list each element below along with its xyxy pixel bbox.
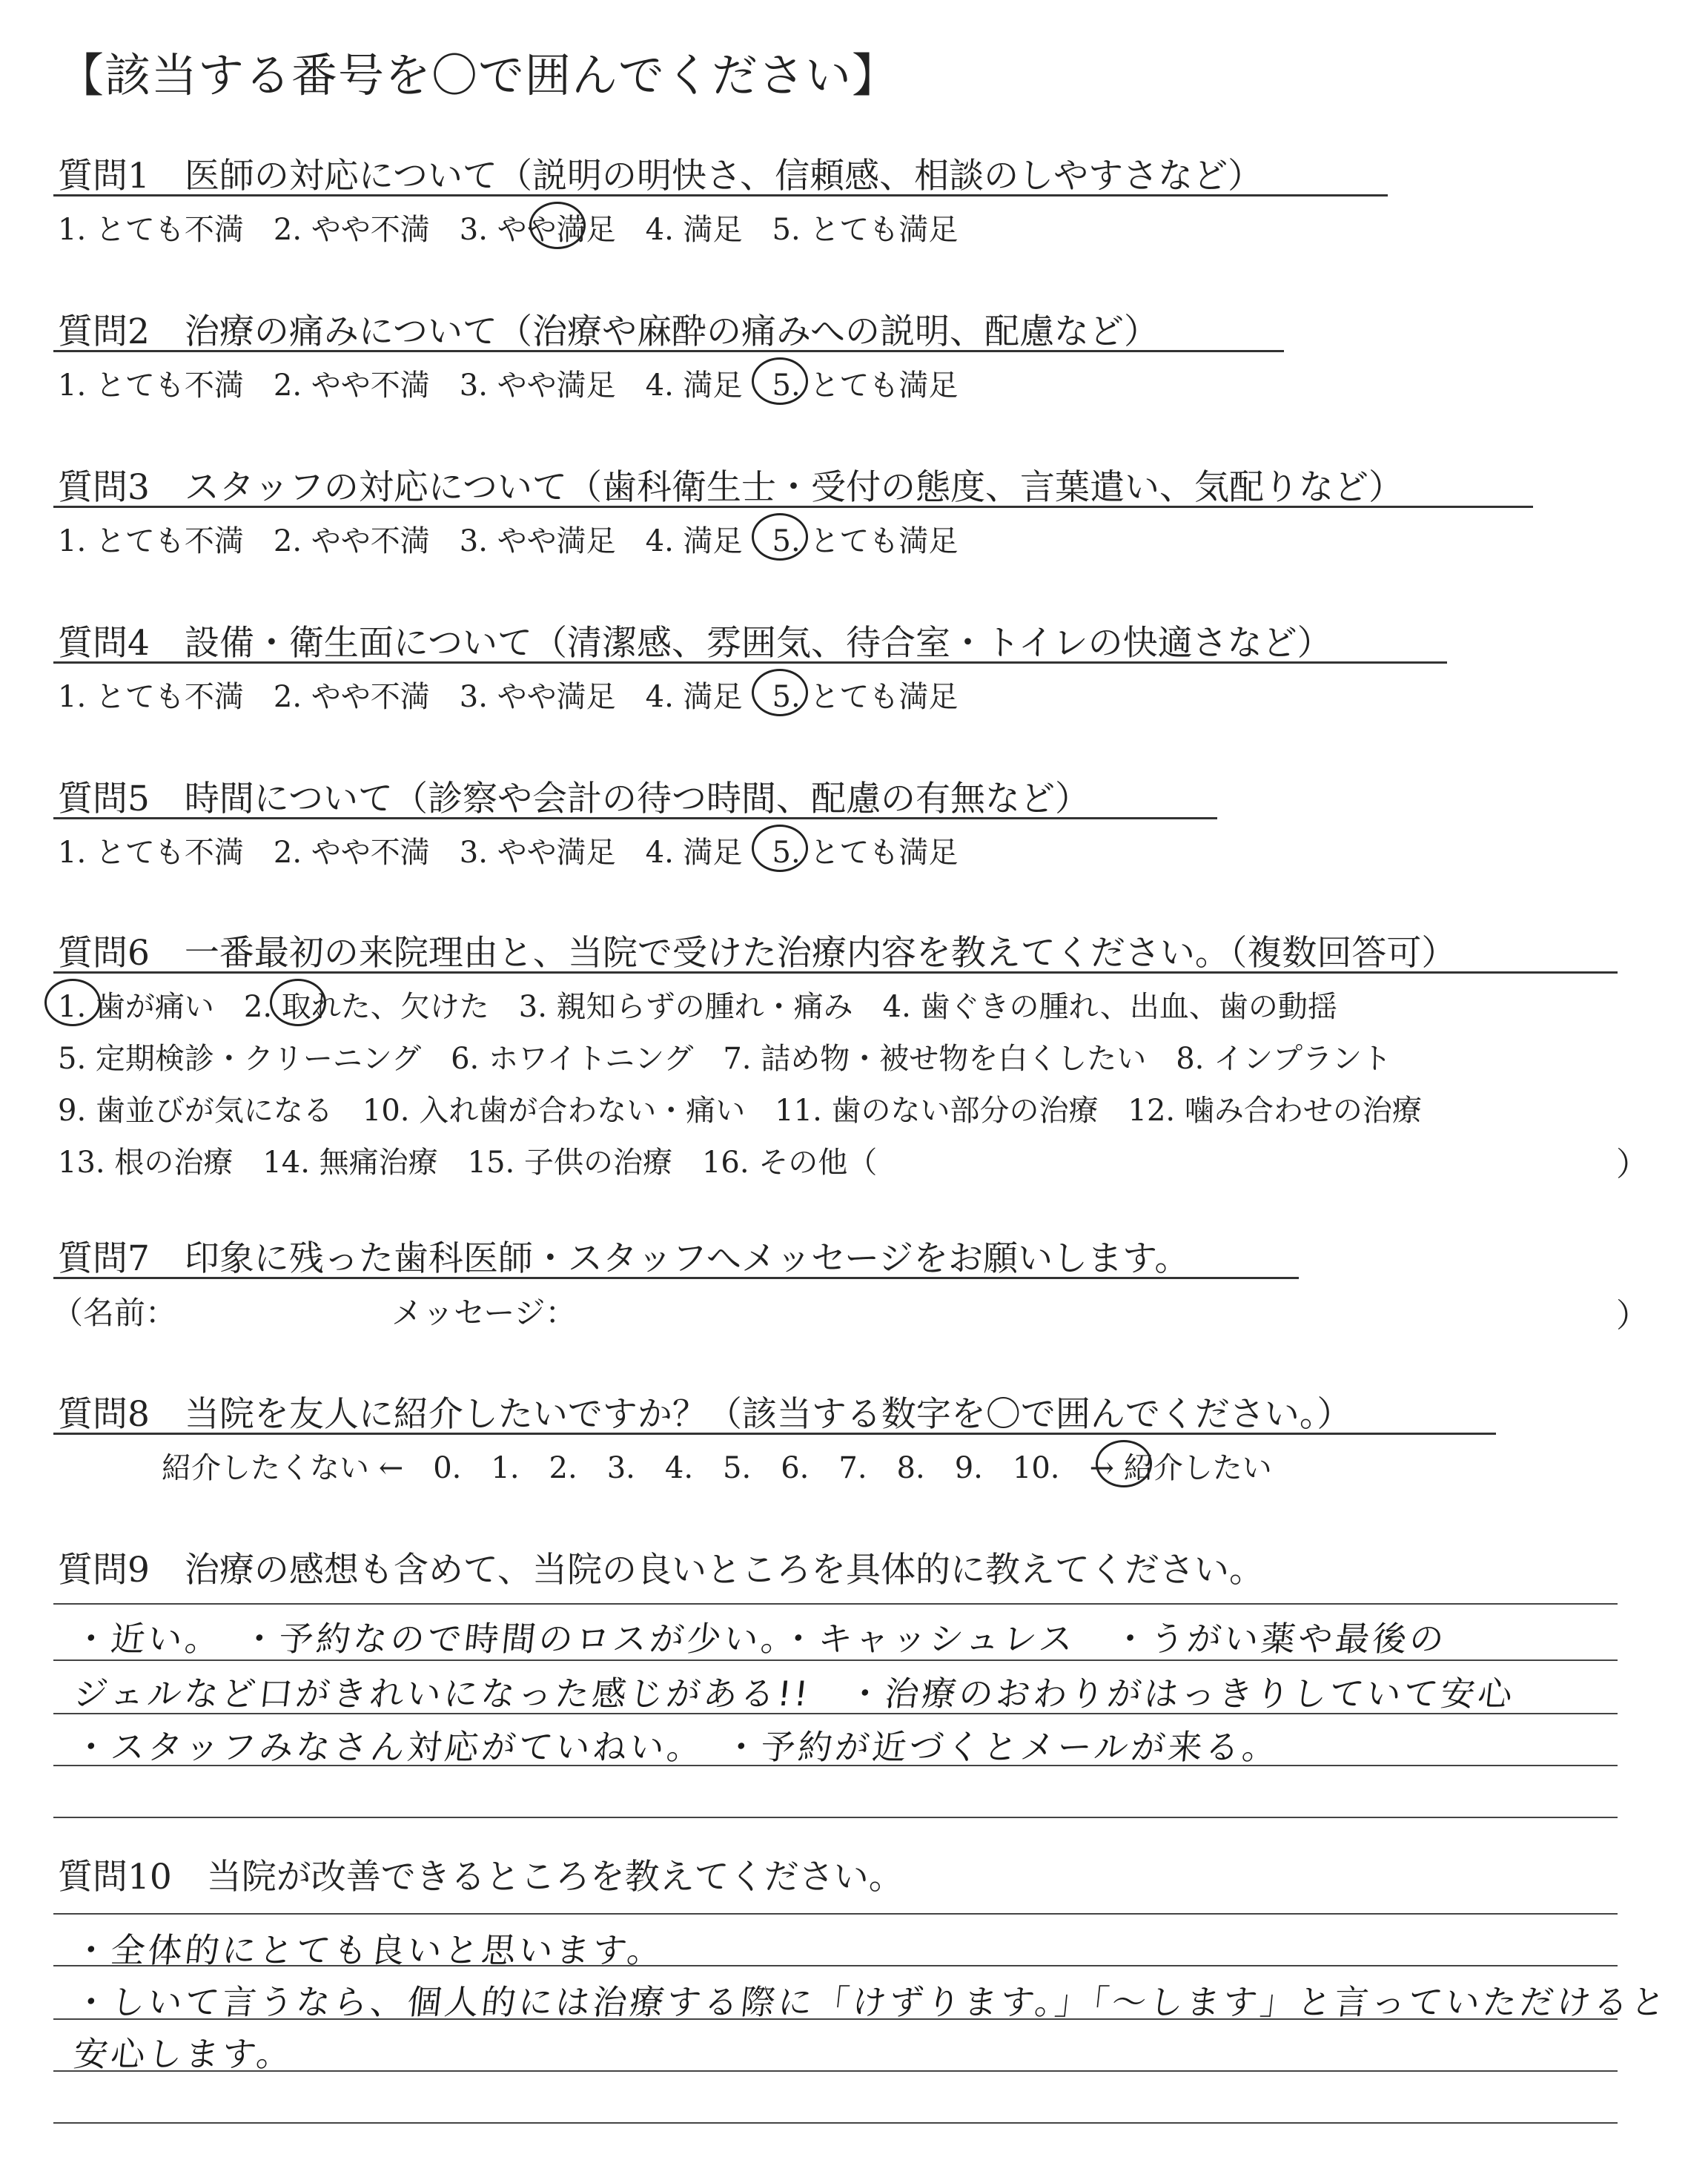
q6-line-3: 9. 歯並びが気になる 10. 入れ歯が合わない・痛い 11. 歯のない部分の治療 12. 噛み合わせの治療 (58, 1094, 1422, 1128)
q6-underline (53, 971, 1618, 974)
page-heading: 【該当する番号を〇で囲んでください】 (58, 48, 899, 102)
q8-underline (53, 1433, 1496, 1435)
q4-selection-circle[interactable] (752, 669, 808, 716)
q9-answer-line-3: ・スタッフみなさん対応がていねい。 ・予約が近づくとメールが来る。 (71, 1727, 1282, 1767)
q7-message-label: メッセージ： (391, 1295, 577, 1331)
q1-underline (53, 194, 1388, 196)
q9-answer-line-2: ジェルなど口がきれいになった感じがある!! ・治療のおわりがはっきりしていて安心 (71, 1674, 1517, 1714)
q2-title: 質問2 治療の痛みについて（治療や麻酔の痛みへの説明、配慮など） (58, 311, 1159, 352)
q6-line-1: 1. 歯が痛い 2. 取れた、欠けた 3. 親知らずの腫れ・痛み 4. 歯ぐきの腫れ、出血、歯の動揺 (58, 990, 1337, 1024)
q6-line-4: 13. 根の治療 14. 無痛治療 15. 子供の治療 16. その他（ (58, 1146, 878, 1180)
q3-title: 質問3 スタッフの対応について（歯科衛生士・受付の態度、言葉遣い、気配りなど） (58, 467, 1403, 508)
q4-options: 1. とても不満 2. やや不満 3. やや満足 4. 満足 5. とても満足 (58, 680, 959, 714)
q10-title: 質問10 当院が改善できるところを教えてください。 (58, 1857, 904, 1898)
q9-title: 質問9 治療の感想も含めて、当院の良いところを具体的に教えてください。 (58, 1550, 1264, 1591)
q6-close-paren: ） (1616, 1146, 1649, 1183)
q7-name-label: （名前： (52, 1295, 177, 1331)
q4-title: 質問4 設備・衛生面について（清潔感、雰囲気、待合室・トイレの快適さなど） (58, 623, 1332, 664)
q7-title: 質問7 印象に残った歯科医師・スタッフへメッセージをお願いします。 (58, 1238, 1190, 1279)
q6-selection-circle-1[interactable] (44, 979, 101, 1026)
q6-selection-circle-2[interactable] (270, 979, 326, 1026)
q1-selection-circle[interactable] (529, 202, 586, 249)
q7-close-paren: ） (1616, 1297, 1649, 1335)
q9-answer-line-1: ・近い。 ・予約なので時間のロスが少い。・キャッシュレス ・うがい薬や最後の (71, 1619, 1449, 1659)
q2-selection-circle[interactable] (752, 357, 808, 405)
q2-options: 1. とても不満 2. やや不満 3. やや満足 4. 満足 5. とても満足 (58, 369, 959, 403)
q1-options: 1. とても不満 2. やや不満 3. やや満足 4. 満足 5. とても満足 (58, 213, 959, 247)
q8-scale: 紹介したくない ← 0. 1. 2. 3. 4. 5. 6. 7. 8. 9. 10. → 紹介したい (162, 1451, 1272, 1485)
q5-title: 質問5 時間について（診察や会計の待つ時間、配慮の有無など） (58, 779, 1090, 819)
q10-answer-line-1: ・全体的にとても良いと思います。 (71, 1930, 666, 1970)
q10-answer-line-2: ・しいて言うなら、個人的には治療する際に「けずります。」「〜します」と言っていただけると (71, 1982, 1670, 2022)
q5-options: 1. とても不満 2. やや不満 3. やや満足 4. 満足 5. とても満足 (58, 836, 959, 870)
q5-selection-circle[interactable] (752, 825, 808, 872)
q3-options: 1. とても不満 2. やや不満 3. やや満足 4. 満足 5. とても満足 (58, 524, 959, 558)
q5-underline (53, 817, 1217, 819)
q10-answer-line-3: 安心します。 (71, 2034, 296, 2074)
q4-underline (53, 661, 1447, 664)
q6-title: 質問6 一番最初の来院理由と、当院で受けた治療内容を教えてください。（複数回答可） (58, 933, 1457, 974)
q3-underline (53, 506, 1533, 508)
q8-selection-circle[interactable] (1096, 1440, 1152, 1487)
q3-selection-circle[interactable] (752, 513, 808, 561)
q7-underline (53, 1277, 1299, 1279)
q6-line-2: 5. 定期検診・クリーニング 6. ホワイトニング 7. 詰め物・被せ物を白くしたい 8. インプラント (58, 1042, 1392, 1076)
q10-ruled-line-1 (53, 1913, 1618, 1915)
q2-underline (53, 350, 1284, 352)
q1-title: 質問1 医師の対応について（説明の明快さ、信頼感、相談のしやすさなど） (58, 156, 1263, 196)
q9-ruled-line-5 (53, 1817, 1618, 1818)
q8-title: 質問8 当院を友人に紹介したいですか？（該当する数字を〇で囲んでください。） (58, 1394, 1352, 1435)
q9-ruled-line-1 (53, 1603, 1618, 1605)
q10-ruled-line-5 (53, 2122, 1618, 2124)
